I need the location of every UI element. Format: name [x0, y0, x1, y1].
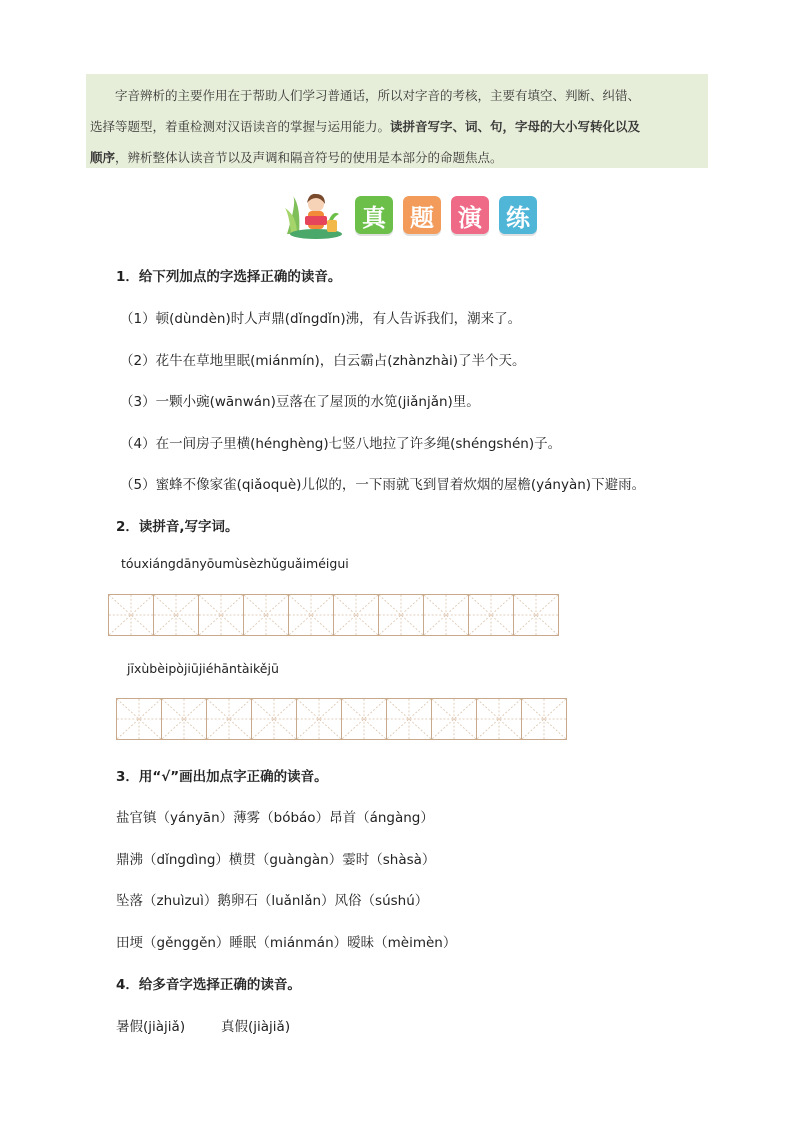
writing-cell [468, 594, 514, 636]
q3-item-1: 盐官镇（yányān）薄雾（bóbáo）昂首（ángàng） [116, 810, 434, 826]
question-2-title: 2．读拼音,写字词。 [116, 519, 239, 535]
intro-box [86, 74, 708, 168]
writing-cell [333, 594, 379, 636]
q1-item-1: （1）顿(dùndèn)时人声鼎(dǐngdǐn)沸，有人告诉我们，潮来了。 [120, 311, 522, 327]
question-3-title: 3．用“√”画出加点字正确的读音。 [116, 769, 328, 785]
q1-item-3: （3）一颗小豌(wānwán)豆落在了屋顶的水笕(jiǎnjǎn)里。 [120, 394, 480, 410]
reading-girl-illustration [283, 190, 345, 240]
q2-pinyin-1: tóuxiángdānyōumùsèzhǔguǎiméigui [121, 556, 349, 571]
writing-cell [288, 594, 334, 636]
banner-tile-2: 题 [403, 196, 441, 234]
writing-cell [423, 594, 469, 636]
q3-item-2: 鼎沸（dǐngdìng）横贯（guàngàn）霎时（shàsà） [116, 852, 436, 868]
writing-cell [116, 698, 162, 740]
q1-item-2: （2）花牛在草地里眠(miánmín)，白云霸占(zhànzhài)了半个天。 [120, 353, 526, 369]
writing-grid-row-1 [108, 594, 558, 636]
question-4-title: 4．给多音字选择正确的读音。 [116, 977, 301, 993]
writing-cell [386, 698, 432, 740]
writing-cell [108, 594, 154, 636]
writing-cell [153, 594, 199, 636]
banner-tile-1: 真 [355, 196, 393, 234]
q4-item-1: 暑假(jiàjiǎ) [116, 1019, 186, 1035]
writing-cell [206, 698, 252, 740]
writing-grid-row-2 [116, 698, 566, 740]
writing-cell [378, 594, 424, 636]
banner-tile-3: 演 [451, 196, 489, 234]
intro-line-1: 字音辨析的主要作用在于帮助人们学习普通话，所以对字音的考核，主要有填空、判断、纠错、 [115, 88, 641, 103]
section-banner [283, 190, 537, 240]
banner-tile-4: 练 [499, 196, 537, 234]
writing-cell [521, 698, 567, 740]
q3-item-3: 坠落（zhuìzuì）鹅卵石（luǎnlǎn）风俗（súshú） [116, 893, 429, 909]
writing-cell [513, 594, 559, 636]
writing-cell [251, 698, 297, 740]
intro-line-2: 选择等题型，着重检测对汉语读音的掌握与运用能力。读拼音写字、词、句，字母的大小写转化以及 [90, 119, 641, 134]
writing-cell [476, 698, 522, 740]
question-1-title: 1．给下列加点的字选择正确的读音。 [116, 269, 342, 285]
q3-item-4: 田埂（gěnggěn）睡眠（miánmán）暧昧（mèimèn） [116, 935, 457, 951]
writing-cell [243, 594, 289, 636]
writing-cell [341, 698, 387, 740]
writing-cell [161, 698, 207, 740]
writing-cell [431, 698, 477, 740]
q1-item-5: （5）蜜蜂不像家雀(qiǎoquè)儿似的，一下雨就飞到冒着炊烟的屋檐(yányàn)下避雨。 [120, 477, 646, 493]
q1-item-4: （4）在一间房子里横(hénghèng)七竖八地拉了许多绳(shéngshén)子。 [120, 436, 562, 452]
writing-cell [296, 698, 342, 740]
q4-item-2: 真假(jiàjiǎ) [221, 1019, 291, 1035]
intro-line-3: 顺序，辨析整体认读音节以及声调和隔音符号的使用是本部分的命题焦点。 [90, 150, 503, 165]
q2-pinyin-2: jīxùbèipòjiūjiéhāntàikějū [127, 661, 279, 676]
writing-cell [198, 594, 244, 636]
